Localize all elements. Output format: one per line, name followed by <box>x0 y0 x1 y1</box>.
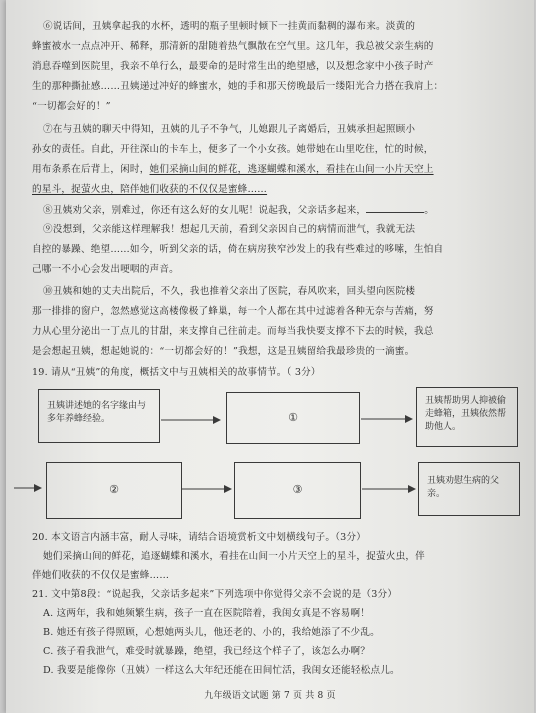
option-d: D. 我要是能像你（丑姨）一样这么大年纪还能在田间忙活，我闺女还能轻松点儿。 <box>43 665 400 676</box>
para9-line: 自控的暴躁、绝望……如今，听到父亲的话，倚在病房狭窄沙发上的我有些难过的哆嗦，生怕自 <box>32 244 444 255</box>
flow-box-2 <box>226 392 360 444</box>
question-20: 20. 本文语言内涵丰富，耐人寻味，请结合语境赏析文中划横线句子。（3分） <box>32 532 367 543</box>
flow-arrow <box>361 414 413 424</box>
flow-arrow <box>362 484 416 494</box>
page-footer: 九年级语文试题 第 7 页 共 8 页 <box>204 691 336 701</box>
flow-box-6 <box>418 462 520 516</box>
para10-line: 那一排排的窗户，忽然感觉这高楼像极了蜂巢，每一个人都在其中过滤着各种无奈与苦痛，努 <box>32 306 434 317</box>
flow-box-3-text: 丑姨帮助男人抑被偷走蜂箱，丑姨依然帮助他人。 <box>425 396 507 432</box>
flow-arrow <box>14 483 42 493</box>
flow-arrow <box>161 415 221 425</box>
flow-box-4 <box>46 462 182 519</box>
blank-3-marker: ③ <box>292 483 303 496</box>
flow-box-3 <box>416 387 518 447</box>
blank-1-marker: ① <box>288 411 298 424</box>
para8-line: ⑧丑姨劝父亲，别难过，你还有这么好的女儿呢！说起我，父亲话多起来， 。 <box>43 205 434 216</box>
question-19: 19. 请从“丑姨”的角度，概括文中与丑姨相关的故事情节。（ 3分） <box>32 367 321 378</box>
option-a: A. 这两年，我和她频繁生病，孩子一直在医院陪着，我闺女真是不容易啊！ <box>43 608 371 619</box>
underlined-sentence-cont: 的星斗，捉萤火虫，陪伴她们收获的不仅仅是蜜蜂…… <box>32 184 268 195</box>
flow-box-1 <box>38 389 160 443</box>
para6-line: 生的那种撕扯感……丑姨递过冲好的蜂蜜水，她的手和那天傍晚最后一缕阳光合力搭在我肩上： <box>32 81 444 92</box>
para6-line: 消息吞噬到医院里，我亲不单行么，最要命的是时常生出的绝望感，以及想念家中小孩子时产 <box>32 61 434 72</box>
para8-text: ⑧丑姨劝父亲，别难过，你还有这么好的女儿呢！说起我，父亲话多起来， <box>43 205 367 216</box>
underlined-sentence: 她们采摘山间的鲜花，逃逐蝴蝶和溪水，看挂在山间一小片天空上 <box>149 164 434 175</box>
option-c: C. 孩子看我泄气，难受时就暴躁，绝望，我已经这个样子了，该怎么办啊？ <box>43 646 371 657</box>
flow-box-6-text: 丑姨劝慰生病的父亲。 <box>427 476 500 499</box>
exam-page <box>6 0 534 713</box>
para7-line <box>32 163 434 176</box>
para7-line: 孙女的责任。自此，开往深山的卡车上，便多了一个小女孩。她带她在山里吃住，忙的时候， <box>32 144 434 155</box>
answer-blank <box>366 203 424 213</box>
question-21: 21. 文中第8段：“说起我，父亲话多起来”下列选项中你觉得父亲不会说的是（3分） <box>32 589 398 600</box>
para6-line: 蜂蜜被水一点点冲开、稀释，那清新的甜随着热气飘散在空气里。这几年，我总被父亲生病的 <box>32 41 434 52</box>
para7-line: ⑦在与丑姨的聊天中得知，丑姨的儿子不争气，儿媳跟儿子离婚后，丑姨承担起照顾小 <box>43 124 416 135</box>
para9-line: ⑨没想到，父亲能这样理解我！想起几天前，看到父亲因自己的病情而泄气，我就无法 <box>43 224 416 235</box>
para9-line: 己哪一不小心会发出哽咽的声音。 <box>32 264 179 275</box>
para6-line: “一切都会好的！” <box>32 101 111 112</box>
flow-box-1-text: 丑姨讲述她的名字缘由与多年养蜂经验。 <box>47 401 147 424</box>
para6-line: ⑥说话间，丑姨拿起我的水杯，透明的瓶子里顿时倾下一挂黄而黏稠的瀑布来。淡黄的 <box>43 21 416 32</box>
para10-line: ⑩丑姨和她的丈夫出院后，不久，我也推着父亲出了医院，春风吹来，回头望向医院楼 <box>43 286 416 297</box>
blank-2-marker: ② <box>109 483 119 496</box>
option-b: B. 她还有孩子得照顾，心想她两头儿，他还老的、小的，我给她添了不少乱。 <box>43 627 380 638</box>
flow-arrow <box>182 484 232 494</box>
flow-box-5 <box>234 462 361 519</box>
para7-text: 用布条系在后背上，闲时， <box>32 164 150 175</box>
para10-line: 是会想起丑姨，想起她说的：“一切都会好的！”我想，这是丑姨留给我最珍贵的一滴蜜。 <box>32 346 415 357</box>
question-20-quote: 伴她们收获的不仅仅是蜜蜂…… <box>32 570 170 581</box>
question-20-quote: 她们采摘山间的鲜花，追逐蝴蝶和溪水，看挂在山间一小片天空上的星斗，捉萤火虫，伴 <box>43 551 425 562</box>
para10-line: 力从心里分泌出一丁点儿的甘甜，来支撑自己往前走。而每当我快要支撑不下去的时候，我总 <box>32 326 434 337</box>
